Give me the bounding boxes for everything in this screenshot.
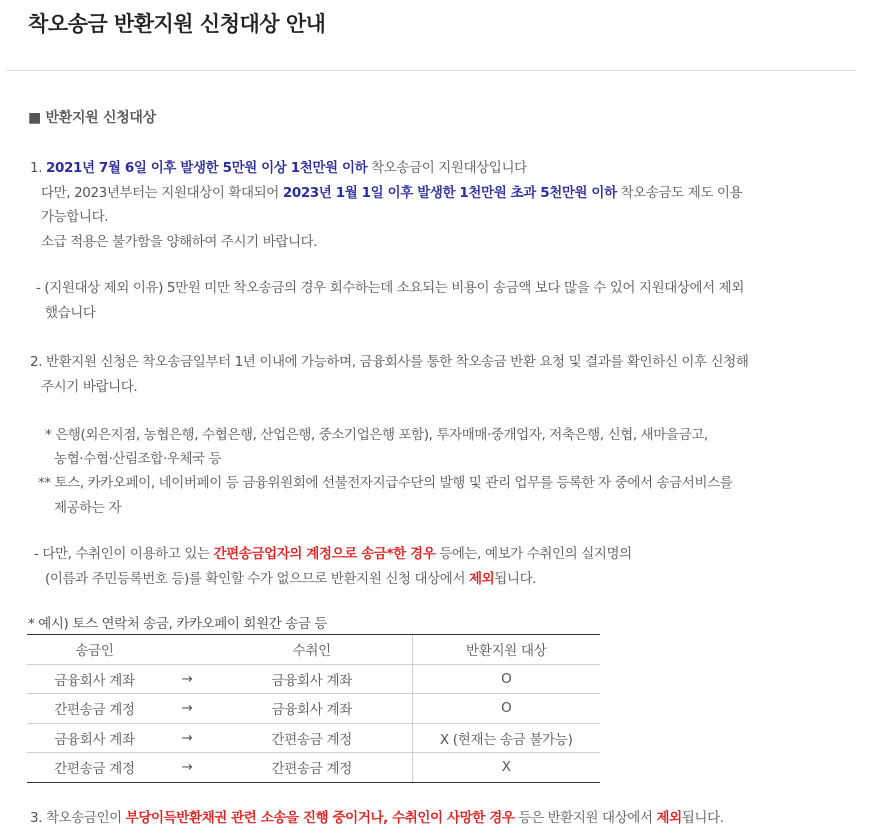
item2-note1-cont: 농협·수협·산림조합·우체국 등 (54, 451, 222, 467)
item3-exclusion-highlight: 제외 (656, 810, 682, 826)
table-row (27, 753, 600, 783)
item2-note1: * 은행(외은지점, 농협은행, 수협은행, 산업은행, 중소기업은행 포함), 투자매매·중개업자, 저축은행, 신협, 새마을금고, (45, 427, 708, 443)
item2-exclusion-highlight: 제외 (468, 571, 495, 587)
item2-note2-cont: 제공하는 자 (54, 500, 122, 516)
item1-expansion-rest: 착오송금도 제도 이용 (616, 185, 743, 201)
item2-exception-highlight: 간편송금업자의 계정으로 송금*한 경우 (213, 546, 436, 562)
item1-highlight: 2021년 7월 6일 이후 발생한 5만원 이상 1천만원 이하 (46, 160, 368, 176)
item1-number: 1. (30, 160, 43, 176)
item3-line (30, 806, 724, 826)
header-arrow (162, 635, 212, 665)
header-eligibility: 반환지원 대상 (412, 635, 600, 665)
cell-arrow: → (162, 694, 212, 724)
item3-rest: 됩니다. (681, 810, 724, 826)
cell-eligibility: O (412, 664, 600, 694)
table-row (27, 664, 600, 694)
item3-text: 3. 착오송금인이 (30, 810, 126, 826)
cell-recipient: 금융회사 계좌 (212, 694, 412, 724)
cell-arrow: → (162, 753, 212, 783)
item1-exclusion-reason-cont: 했습니다 (45, 305, 96, 321)
item2-exception-cont (45, 567, 536, 587)
item1-line1 (30, 156, 527, 176)
header-recipient: 수취인 (212, 635, 412, 665)
cell-recipient: 간편송금 계정 (212, 723, 412, 753)
item3-mid-text: 등은 반환지원 대상에서 (514, 810, 657, 826)
item1-expansion-highlight: 2023년 1월 1일 이후 발생한 1천만원 초과 5천만원 이하 (282, 185, 617, 201)
item1-line2 (41, 181, 742, 201)
item2-line2: 주시기 바랍니다. (41, 379, 138, 395)
item2-exception-text: - 다만, 수취인이 이용하고 있는 (34, 546, 214, 562)
section-heading: ■ 반환지원 신청대상 (28, 110, 156, 126)
cell-sender: 간편송금 계정 (27, 694, 162, 724)
cell-sender: 간편송금 계정 (27, 753, 162, 783)
cell-eligibility: X (412, 753, 600, 783)
item2-note2: ** 토스, 카카오페이, 네이버페이 등 금융위원회에 선불전자지급수단의 발행 및 관리 업무를 등록한 자 중에서 송금서비스를 (38, 475, 733, 491)
item3-highlight: 부당이득반환채권 관련 소송을 진행 중이거나, 수취인이 사망한 경우 (125, 810, 515, 826)
item1-expansion-text: 다만, 2023년부터는 지원대상이 확대되어 (41, 185, 283, 201)
item1-line3: 가능합니다. (41, 209, 109, 225)
cell-sender: 금융회사 계좌 (27, 723, 162, 753)
title-divider (6, 70, 856, 71)
cell-recipient: 간편송금 계정 (212, 753, 412, 783)
table-row (27, 723, 600, 753)
item2-exception (34, 542, 632, 562)
cell-eligibility: O (412, 694, 600, 724)
page-title: 착오송금 반환지원 신청대상 안내 (28, 12, 326, 36)
item1-text: 착오송금이 지원대상입니다 (367, 160, 527, 176)
header-sender: 송금인 (27, 635, 162, 665)
cell-eligibility: X (현재는 송금 불가능) (412, 723, 600, 753)
item1-exclusion-reason: - (지원대상 제외 이유) 5만원 미만 착오송금의 경우 회수하는데 소요되는 비용이 송금액 보다 많을 수 있어 지원대상에서 제외 (36, 280, 744, 296)
item2-exception-rest: 등에는, 예보가 수취인의 실지명의 (435, 546, 632, 562)
item1-line4: 소급 적용은 불가함을 양해하여 주시기 바랍니다. (41, 234, 318, 250)
cell-sender: 금융회사 계좌 (27, 664, 162, 694)
cell-recipient: 금융회사 계좌 (212, 664, 412, 694)
table-row (27, 694, 600, 724)
cell-arrow: → (162, 664, 212, 694)
table-header-row (27, 635, 600, 665)
item2-line1: 2. 반환지원 신청은 착오송금일부터 1년 이내에 가능하며, 금융회사를 통한 착오송금 반환 요청 및 결과를 확인하신 이후 신청해 (30, 354, 749, 370)
item2-exception-cont-text: (이름과 주민등록번호 등)를 확인할 수가 없으므로 반환지원 신청 대상에서 (45, 571, 469, 587)
example-table (27, 634, 600, 783)
cell-arrow: → (162, 723, 212, 753)
item2-exception-cont-rest: 됩니다. (494, 571, 537, 587)
table-caption: * 예시) 토스 연락처 송금, 카카오페이 회원간 송금 등 (28, 616, 328, 632)
